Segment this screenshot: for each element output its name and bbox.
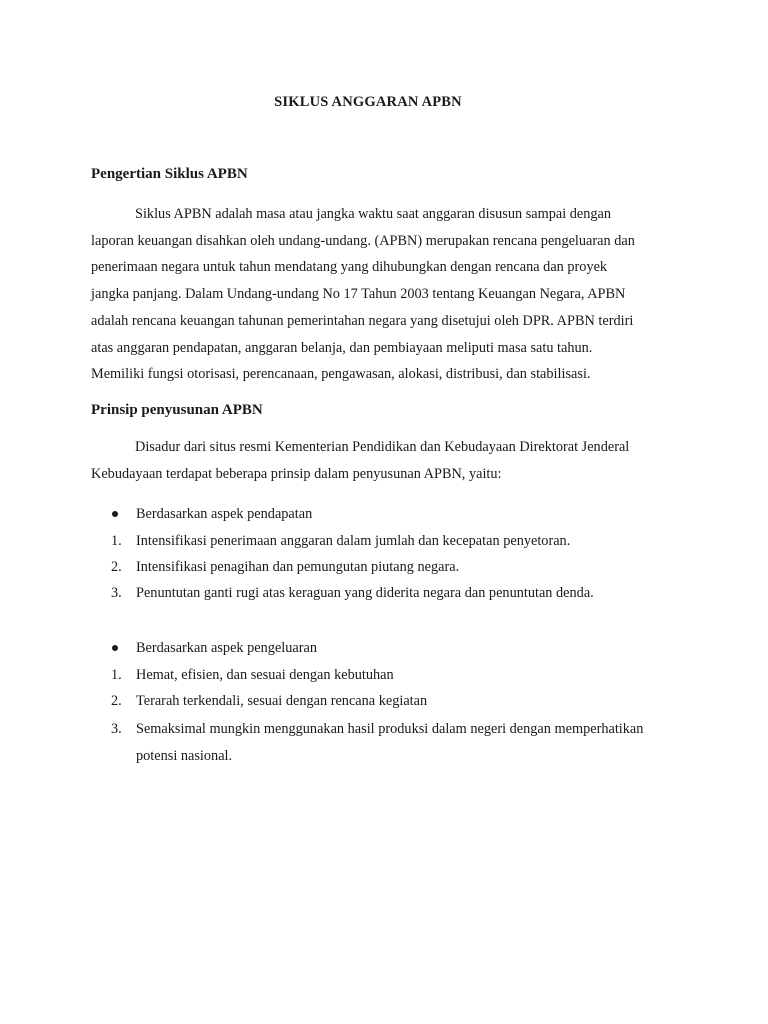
list-text: Intensifikasi penerimaan anggaran dalam jumlah dan kecepatan penyetoran.	[136, 533, 571, 549]
section-heading-prinsip: Prinsip penyusunan APBN	[91, 402, 263, 418]
paragraph-prinsip	[91, 434, 681, 487]
list-text: Intensifikasi penagihan dan pemungutan piutang negara.	[136, 559, 460, 575]
list-number: 2.	[111, 559, 122, 575]
list-number: 3.	[111, 585, 122, 601]
list-text-continuation: potensi nasional.	[136, 748, 233, 764]
paragraph-line: Disadur dari situs resmi Kementerian Pendidikan dan Kebudayaan Direktorat Jenderal	[135, 439, 630, 455]
paragraph-line: Memiliki fungsi otorisasi, perencanaan, pengawasan, alokasi, distribusi, dan stabilisasi.	[91, 366, 591, 383]
section-heading-pengertian: Pengertian Siklus APBN	[91, 166, 248, 182]
list-text: Semaksimal mungkin menggunakan hasil produksi dalam negeri dengan memperhatikan	[136, 721, 644, 737]
paragraph-line: Kebudayaan terdapat beberapa prinsip dalam penyusunan APBN, yaitu:	[91, 465, 502, 482]
list-text: Penuntutan ganti rugi atas keraguan yang diderita negara dan penuntutan denda.	[136, 585, 594, 601]
bullet-icon	[112, 511, 118, 517]
bullet-label: Berdasarkan aspek pengeluaran	[136, 640, 318, 656]
paragraph-line: jangka panjang. Dalam Undang-undang No 17 Tahun 2003 tentang Keuangan Negara, APBN	[91, 286, 626, 303]
list-text: Terarah terkendali, sesuai dengan rencana kegiatan	[136, 693, 428, 709]
bullet-icon	[112, 645, 118, 651]
document-title: SIKLUS ANGGARAN APBN	[274, 94, 462, 110]
list-text: Hemat, efisien, dan sesuai dengan kebutuhan	[136, 667, 394, 683]
paragraph-line: atas anggaran pendapatan, anggaran belanja, dan pembiayaan meliputi masa satu tahun.	[91, 339, 593, 356]
paragraph-line: Siklus APBN adalah masa atau jangka waktu saat anggaran disusun sampai dengan	[135, 206, 612, 222]
paragraph-line: laporan keuangan disahkan oleh undang-undang. (APBN) merupakan rencana pengeluaran dan	[91, 232, 635, 249]
list-number: 2.	[111, 693, 122, 709]
list-number: 1.	[111, 667, 122, 683]
paragraph-line: adalah rencana keuangan tahunan pemerintahan negara yang disetujui oleh DPR. APBN terdiri	[91, 312, 634, 329]
paragraph-line: penerimaan negara untuk tahun mendatang yang dihubungkan dengan rencana dan proyek	[91, 259, 608, 276]
paragraph-pengertian	[91, 201, 681, 388]
list-number: 1.	[111, 533, 122, 549]
bullet-label: Berdasarkan aspek pendapatan	[136, 506, 313, 522]
list-number: 3.	[111, 721, 122, 737]
